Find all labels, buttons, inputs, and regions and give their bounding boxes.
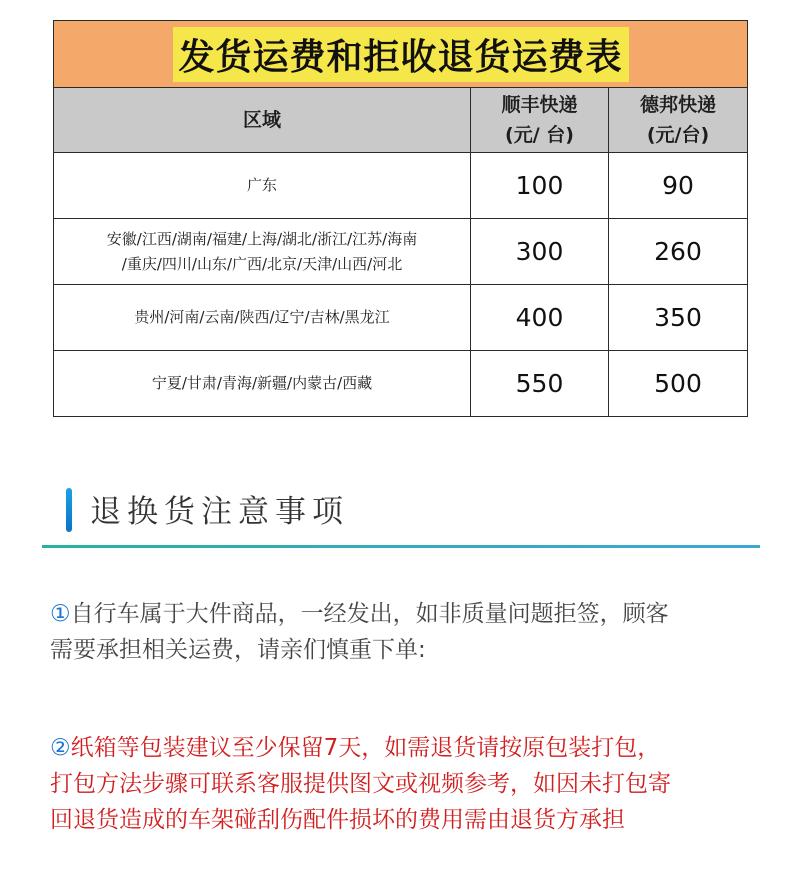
note-2-line2: 打包方法步骤可联系客服提供图文或视频参考，如因未打包寄	[50, 771, 671, 797]
section-title: 退换货注意事项	[90, 494, 349, 530]
db-fee-cell: 90	[609, 153, 748, 219]
note-1-line1	[50, 596, 765, 632]
note-2-line3: 回退货造成的车架碰刮伤配件损坏的费用需由退货方承担	[50, 807, 625, 833]
sf-fee-cell: 550	[471, 351, 609, 417]
region-cell	[54, 153, 471, 219]
note-1-marker: ①	[50, 601, 71, 627]
db-fee-cell: 350	[609, 285, 748, 351]
region-cell	[54, 351, 471, 417]
header-region: 区域	[54, 88, 471, 153]
region-text: 贵州/河南/云南/陕西/辽宁/吉林/黑龙江	[134, 308, 390, 326]
table-title: 发货运费和拒收退货运费表	[173, 27, 629, 82]
note-2-text: 纸箱等包装建议至少保留7天，如需退货请按原包装打包，	[70, 735, 661, 761]
section-accent-bar	[66, 488, 72, 532]
note-1-line2: 需要承担相关运费，请亲们慎重下单:	[50, 637, 426, 663]
header-sf-name: 顺丰快递	[501, 94, 578, 116]
shipping-fee-table	[53, 20, 748, 417]
note-2-line1	[50, 730, 765, 766]
region-text-line1: 安徽/江西/湖南/福建/上海/湖北/浙江/江苏/海南	[106, 229, 418, 248]
return-note-2	[50, 730, 765, 838]
header-db-name: 德邦快递	[640, 94, 717, 116]
header-sf-unit: (元/ 台)	[505, 124, 574, 146]
section-divider	[42, 545, 760, 548]
region-cell	[54, 285, 471, 351]
region-text-line2: /重庆/四川/山东/广西/北京/天津/山西/河北	[121, 254, 403, 273]
table-row	[54, 219, 748, 285]
db-fee-cell: 500	[609, 351, 748, 417]
sf-fee-cell: 100	[471, 153, 609, 219]
shipping-fee-table-wrap	[53, 20, 747, 417]
table-row	[54, 153, 748, 219]
sf-fee-cell: 400	[471, 285, 609, 351]
table-row	[54, 351, 748, 417]
sf-fee-cell: 300	[471, 219, 609, 285]
note-2-marker: ②	[50, 735, 71, 761]
table-title-cell	[54, 21, 748, 88]
table-row	[54, 285, 748, 351]
header-db	[609, 88, 748, 153]
header-sf	[471, 88, 609, 153]
region-cell	[54, 219, 471, 285]
return-note-1	[50, 596, 765, 668]
region-text: 宁夏/甘肃/青海/新疆/内蒙古/西藏	[151, 374, 373, 392]
db-fee-cell: 260	[609, 219, 748, 285]
region-text: 广东	[246, 176, 277, 194]
header-db-unit: (元/台)	[646, 124, 710, 146]
note-1-text: 自行车属于大件商品，一经发出，如非质量问题拒签，顾客	[70, 601, 669, 627]
